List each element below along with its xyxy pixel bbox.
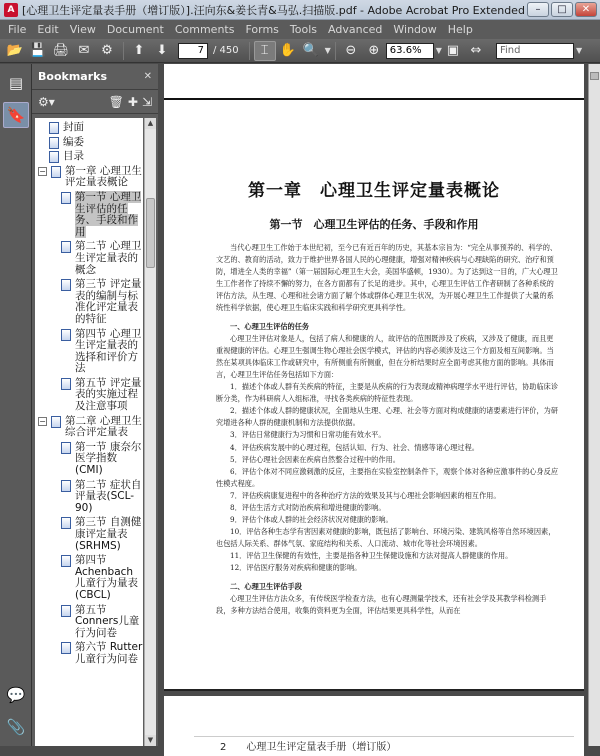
toolbar-separator bbox=[123, 42, 124, 60]
window-title: [心理卫生评定量表手册（增订版）].汪向东&姜长青&马弘.扫描版.pdf - Adobe Acrobat Pro Extended bbox=[22, 3, 525, 17]
maximize-button[interactable]: □ bbox=[551, 2, 573, 17]
list-item: 1．描述个体或人群有关疾病的特征，主要是从疾病的行为表现或精神病理学水平进行评估，协助临床诊断分类，作为科研病人入组标准，寻找各类疾病的特征性表现。 bbox=[216, 382, 559, 404]
page-icon bbox=[61, 442, 71, 454]
list-item: 5．评估心理社会因素在疾病自然整合过程中的作用。 bbox=[230, 454, 400, 464]
page-icon bbox=[49, 137, 59, 149]
zoom-tool-icon[interactable]: 🔍 bbox=[302, 43, 319, 58]
page-icon bbox=[61, 605, 71, 617]
page-header-text: 2 心理卫生评定量表手册（增订版） bbox=[220, 742, 397, 753]
scroll-thumb[interactable] bbox=[146, 198, 155, 268]
toolbar-separator bbox=[249, 42, 250, 60]
paragraph: 心理卫生评估对象是人，包括了病人和健康的人，故评估的范围既涉及了疾病，又涉及了健康，而且更重视健康的评估。心理卫生强调生物心理社会医学模式，评估的内容必须涉及这三个方面及相互间影响。当然在某项具体临床工作或研究中，有所侧重有所侧重，但在分析结果时应全面考虑其他方面的影响。具体而言，心理卫生评估任务包括如下方面： bbox=[216, 333, 554, 379]
bookmark-item[interactable]: 第三节 自测健康评定量表(SRHMS) bbox=[35, 516, 143, 554]
page-number-input[interactable]: 7 bbox=[178, 43, 208, 59]
chapter-title: 第一章 心理卫生评定量表概论 bbox=[248, 181, 500, 201]
save-icon[interactable]: 💾 bbox=[29, 43, 47, 58]
list-item: 3．评估日常健康行为习惯和日常功能有效水平。 bbox=[230, 430, 386, 440]
find-input[interactable]: Find bbox=[496, 43, 574, 59]
bookmark-item[interactable]: − 第二章 心理卫生综合评定量表 bbox=[39, 414, 142, 439]
menu-forms[interactable]: Forms bbox=[245, 23, 279, 36]
subheading: 一、心理卫生评估的任务 bbox=[230, 321, 310, 331]
options-gear-icon[interactable]: ⚙▾ bbox=[38, 94, 55, 109]
collapse-icon[interactable]: − bbox=[39, 166, 46, 176]
chevron-down-icon[interactable]: ▼ bbox=[575, 46, 583, 55]
bookmark-item[interactable]: 第二节 症状自评量表(SCL-90) bbox=[35, 479, 143, 517]
page-icon bbox=[61, 329, 71, 341]
menu-view[interactable]: View bbox=[69, 23, 96, 36]
hand-tool-icon[interactable]: ✋ bbox=[279, 43, 296, 58]
page-icon bbox=[61, 192, 71, 204]
bookmark-item[interactable]: 第二节 心理卫生评定量表的概念 bbox=[35, 240, 143, 278]
section-title: 第一节 心理卫生评估的任务、手段和作用 bbox=[269, 218, 479, 231]
collapse-icon[interactable]: − bbox=[39, 416, 46, 426]
list-item: 12．评估医疗服务对疾病和健康的影响。 bbox=[230, 563, 362, 573]
fit-width-icon[interactable]: ⇔ bbox=[470, 43, 482, 58]
bookmarks-title: Bookmarks bbox=[38, 70, 107, 83]
page-icon bbox=[61, 517, 71, 529]
page-icon bbox=[61, 642, 71, 654]
menu-comments[interactable]: Comments bbox=[174, 23, 235, 36]
menu-file[interactable]: File bbox=[8, 23, 27, 36]
list-item: 8．评估生活方式对防治疾病和增进健康的影响。 bbox=[230, 502, 386, 512]
page-icon bbox=[61, 480, 71, 492]
page-icon bbox=[61, 241, 71, 253]
menu-help[interactable]: Help bbox=[447, 23, 473, 36]
open-folder-icon[interactable]: 📂 bbox=[6, 43, 24, 58]
list-item: 10．评估各种生态学有害因素对健康的影响，既包括了影响台、环境污染、建筑风格等自然环境因素，也包括人际关系、群体气氛、家庭结构和关系、人口流动、城市化等社会环境因素。 bbox=[216, 527, 556, 549]
acrobat-icon: A bbox=[4, 3, 18, 17]
menu-document[interactable]: Document bbox=[106, 23, 164, 36]
page-icon bbox=[49, 151, 59, 163]
bookmark-scrollbar[interactable] bbox=[144, 118, 156, 746]
page-divider bbox=[164, 98, 584, 100]
close-panel-icon[interactable]: ✕ bbox=[143, 71, 152, 82]
comments-icon[interactable]: 💬 bbox=[6, 686, 26, 704]
menu-edit[interactable]: Edit bbox=[37, 23, 59, 36]
bookmark-item[interactable]: 第四节 心理卫生评定量表的选择和评价方法 bbox=[35, 328, 143, 377]
menu-tools[interactable]: Tools bbox=[289, 23, 318, 36]
page-body bbox=[216, 242, 560, 617]
bookmark-item[interactable]: 封面 bbox=[35, 121, 143, 136]
fit-page-icon[interactable]: ▣ bbox=[446, 43, 460, 58]
navigation-strip bbox=[0, 64, 32, 746]
collaborate-icon[interactable]: ⚙ bbox=[101, 43, 113, 58]
bookmarks-panel bbox=[32, 64, 158, 746]
zoom-input[interactable]: 63.6% bbox=[386, 43, 434, 59]
bookmark-item[interactable]: 第六节 Rutter儿童行为问卷 bbox=[35, 641, 143, 667]
close-button[interactable]: ✕ bbox=[575, 2, 597, 17]
bookmark-item[interactable]: − 第一章 心理卫生评定量表概论 bbox=[39, 164, 142, 189]
delete-bookmark-icon[interactable]: 🗑 bbox=[108, 94, 124, 109]
zoom-in-icon[interactable]: ⊕ bbox=[368, 43, 380, 58]
scroll-up-icon[interactable]: ▲ bbox=[145, 118, 156, 129]
page-icon bbox=[49, 122, 59, 134]
next-page-icon[interactable]: ⬇ bbox=[156, 43, 168, 58]
subheading: 二、心理卫生评估手段 bbox=[230, 581, 302, 591]
page-icon bbox=[61, 279, 71, 291]
print-icon[interactable]: 🖨 bbox=[52, 43, 70, 58]
previous-page-icon[interactable]: ⬆ bbox=[133, 43, 145, 58]
page-icon bbox=[61, 378, 71, 390]
minimize-button[interactable]: – bbox=[527, 2, 549, 17]
bookmark-item[interactable]: 第一节 康奈尔医学指数(CMI) bbox=[35, 441, 143, 479]
chevron-down-icon[interactable]: ▼ bbox=[435, 46, 442, 55]
menu-bar bbox=[0, 20, 600, 39]
email-icon[interactable]: ✉ bbox=[78, 43, 90, 58]
toolbar-separator bbox=[335, 42, 336, 60]
bookmarks-icon[interactable]: 🔖 bbox=[3, 102, 29, 128]
bookmark-item[interactable]: 第五节 评定量表的实施过程及注意事项 bbox=[35, 377, 143, 415]
zoom-out-icon[interactable]: ⊖ bbox=[345, 43, 357, 58]
bookmark-item[interactable]: 编委 bbox=[35, 136, 143, 151]
page-icon bbox=[51, 416, 61, 428]
title-bar bbox=[0, 0, 600, 20]
list-item: 7．评估疾病康复进程中的各种治疗方法的效果及其与心理社会影响因素的相互作用。 bbox=[230, 490, 501, 500]
list-item: 4．评估疾病发展中的心理过程，包括认知、行为、社会、情感等诸心理过程。 bbox=[230, 442, 479, 452]
page-icon bbox=[51, 166, 61, 178]
expand-bookmark-icon[interactable]: ⇲ bbox=[141, 94, 152, 109]
paragraph: 心理卫生评估方法众多，有传统医学检查方法，也有心理测量学技术，还有社会学及其教学科检测手段，多种方法结合使用，收集的资料更为全面，评估结果更具科学性，从而在 bbox=[216, 593, 547, 615]
bookmark-item[interactable]: 第一节 心理卫生评估的任务、手段和作用 bbox=[35, 191, 143, 240]
menu-window[interactable]: Window bbox=[393, 23, 437, 36]
bookmark-item[interactable]: 第三节 评定量表的编制与标准化评定量表的特征 bbox=[35, 278, 143, 327]
list-item: 6．评估个体对不同应激刺激的反应，主要指在实验室控制条件下，观察个体对各种应激事件的心身反应性模式程度。 bbox=[216, 466, 559, 488]
chevron-down-icon[interactable]: ▼ bbox=[324, 46, 331, 55]
pages-icon[interactable]: ▤ bbox=[8, 74, 24, 92]
page-total: / 450 bbox=[213, 45, 239, 56]
page-icon bbox=[61, 555, 71, 567]
list-item: 2．描述个体或人群的健康状况，全面地从生理、心理、社会等方面对构成健康的诸要素进行评价，为研究增进各种人群的健康机制和方法提供依据。 bbox=[216, 406, 559, 428]
bookmark-item[interactable]: 第五节 Conners儿童行为问卷 bbox=[35, 604, 143, 642]
bookmark-item[interactable]: 目录 bbox=[35, 150, 143, 165]
new-bookmark-icon[interactable]: ✚ bbox=[127, 94, 138, 109]
menu-advanced[interactable]: Advanced bbox=[328, 23, 383, 36]
bookmark-list bbox=[35, 118, 143, 746]
list-item: 11．评估卫生保健的有效性，主要是指各种卫生保健设施和方法对提高人群健康的作用。 bbox=[230, 551, 513, 561]
pdf-page bbox=[164, 64, 584, 691]
pdf-page-next bbox=[164, 696, 584, 756]
bookmark-item[interactable]: 第四节 Achenbach儿童行为量表(CBCL) bbox=[35, 554, 143, 603]
toolbar bbox=[0, 39, 600, 63]
list-item: 9．评估个体或人群的社会经济状况对健康的影响。 bbox=[230, 515, 393, 525]
document-view bbox=[158, 64, 600, 753]
scroll-down-icon[interactable]: ▼ bbox=[145, 735, 156, 746]
select-tool-icon[interactable]: ⌶ bbox=[254, 41, 276, 61]
scroll-thumb[interactable] bbox=[590, 72, 599, 80]
attachments-icon[interactable]: 📎 bbox=[6, 718, 26, 736]
document-scrollbar[interactable] bbox=[588, 64, 600, 746]
paragraph: 当代心理卫生工作始于本世纪初，至今已有近百年的历史，其基本宗旨为：“完全从事预养的、科学的、文艺的、教育的活动，致力于维护世界各国人民的心理健康，增强对精神疾病与心理缺陷的研究、治疗和预防，增进全人类的幸福”（第一届国际心理卫生大会，美国华盛顿，1930）。为了达到这一目的，广大心理卫生工作者作了持续不懈的努力，在各方面都有了长足的进步。其中，心理卫生评估工作者研制了各种系统的评估方法，从生理、心理和社会诸方面了解个体或群体心理卫生状况，为开展心理卫生工作提供了大量的系统性科学依据，使心理卫生临床实践和科学研究更具科学性。 bbox=[216, 243, 558, 313]
